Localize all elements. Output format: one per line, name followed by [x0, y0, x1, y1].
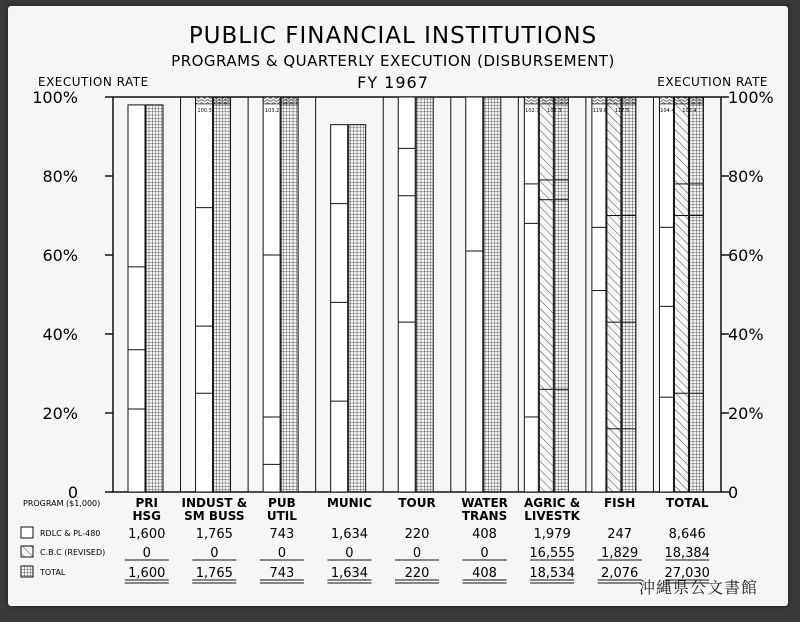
bar-total — [281, 97, 298, 492]
over-100-band — [281, 97, 298, 104]
legend — [21, 527, 105, 577]
over-100-band — [592, 97, 606, 104]
category-label-line2: HSG — [132, 509, 162, 523]
bar-rdlc — [128, 105, 145, 492]
over-100-band — [674, 97, 688, 104]
program-value: 1,600 — [128, 527, 166, 542]
y-tick-label-left: 60% — [42, 246, 78, 265]
legend-swatch — [21, 527, 33, 538]
chart-title: PUBLIC FINANCIAL INSTITUTIONS — [188, 23, 598, 49]
program-label: PROGRAM ($1,000) — [23, 499, 101, 508]
program-value: 2,076 — [601, 566, 639, 581]
bar-cbc — [607, 97, 621, 492]
legend-label: C.B.C (REVISED) — [40, 548, 106, 557]
over-100-band — [622, 97, 636, 104]
program-value: 1,634 — [330, 527, 369, 542]
y-tick-label-left: 100% — [32, 88, 78, 107]
y-ticks-right — [721, 88, 774, 502]
bar-rdlc — [524, 97, 538, 492]
program-table — [125, 527, 710, 583]
chart-board — [8, 6, 788, 606]
over-100-band — [524, 97, 538, 104]
program-value: 18,534 — [529, 566, 575, 581]
legend-swatch — [21, 546, 33, 557]
y-tick-label-right: 40% — [728, 325, 764, 344]
bar-rdlc — [659, 97, 673, 492]
program-value: 0 — [142, 546, 151, 561]
program-value: 743 — [269, 527, 295, 542]
y-tick-label-left: 80% — [42, 167, 78, 186]
y-tick-label-left: 20% — [42, 404, 78, 423]
program-value: 743 — [269, 566, 295, 581]
over-100-band — [263, 97, 280, 104]
program-value: 8,646 — [668, 527, 706, 542]
over-100-band — [196, 97, 213, 104]
program-value: 0 — [277, 546, 287, 561]
bar-total — [214, 97, 231, 492]
program-value: 1,979 — [533, 527, 571, 542]
bar-cbc — [674, 97, 688, 492]
category-label: INDUST & — [181, 496, 248, 510]
category-labels — [133, 496, 709, 523]
over-100-label: 100.3 — [197, 108, 212, 114]
program-value: 1,634 — [330, 566, 369, 581]
bar-rdlc — [331, 125, 348, 492]
program-value: 16,555 — [529, 546, 575, 561]
over-100-label: 104.4 — [660, 108, 675, 114]
program-value: 408 — [472, 566, 497, 581]
category-label-line2: TRANS — [461, 509, 508, 523]
program-value: 1,765 — [195, 566, 233, 581]
y-tick-label-right: 20% — [728, 404, 764, 423]
category-label: WATER — [461, 496, 508, 510]
y-tick-label-left: 40% — [42, 325, 78, 344]
category-label-line2: LIVESTK — [524, 509, 580, 523]
category-label: TOTAL — [665, 496, 709, 510]
over-100-band — [659, 97, 673, 104]
y-tick-label-left: 0 — [67, 483, 78, 502]
over-100-label: 102.3 — [547, 108, 562, 114]
program-value: 0 — [480, 546, 489, 561]
y-axis-title-left: EXECUTION RATE — [38, 75, 149, 89]
chart-canvas — [8, 6, 788, 606]
over-100-label: 117.5 — [614, 108, 630, 114]
archive-stamp: 沖縄県公文書館 — [638, 578, 758, 597]
over-100-label: 103.2 — [264, 108, 280, 114]
y-ticks-left — [32, 88, 113, 502]
program-value: 1,600 — [128, 566, 166, 581]
program-value: 408 — [472, 527, 497, 542]
y-tick-label-right: 80% — [728, 167, 764, 186]
bar-rdlc — [466, 97, 483, 492]
bar-total — [146, 105, 163, 492]
category-label: TOUR — [398, 496, 436, 510]
category-label: AGRIC & — [523, 496, 581, 510]
y-tick-label-right: 0 — [728, 483, 739, 502]
category-label-line2: SM BUSS — [184, 509, 245, 523]
program-value: 0 — [345, 546, 354, 561]
bar-total — [484, 97, 501, 492]
bar-total — [689, 97, 703, 492]
over-100-band — [539, 97, 553, 104]
over-100-band — [214, 97, 231, 104]
y-tick-label-right: 100% — [728, 88, 774, 107]
category-label: FISH — [603, 496, 636, 510]
over-100-band — [689, 97, 703, 104]
bar-total — [622, 97, 636, 492]
chart-subtitle: PROGRAMS & QUARTERLY EXECUTION (DISBURSEMENT) — [171, 52, 615, 70]
bar-rdlc — [592, 97, 606, 492]
program-value: 27,030 — [664, 566, 710, 581]
program-value: 1,765 — [195, 527, 233, 542]
y-tick-label-right: 60% — [728, 246, 764, 265]
over-100-label: 102.4 — [682, 108, 697, 114]
y-axis-title-right: EXECUTION RATE — [657, 75, 768, 89]
over-100-label: 119.8 — [592, 108, 608, 114]
legend-label: RDLC & PL-480 — [40, 529, 101, 538]
bar-rdlc — [398, 97, 415, 492]
program-value: 0 — [210, 546, 219, 561]
category-label: PRI — [135, 496, 159, 510]
bar-total — [416, 97, 433, 492]
over-100-label: 102.7 — [525, 108, 540, 114]
bar-rdlc — [196, 97, 213, 492]
program-value: 220 — [404, 566, 430, 581]
over-100-band — [554, 97, 568, 104]
legend-label: TOTAL — [40, 568, 66, 577]
legend-swatch — [21, 566, 33, 577]
bar-total — [554, 97, 568, 492]
fiscal-year: FY 1967 — [357, 73, 429, 92]
bar-cbc — [539, 97, 553, 492]
category-label: PUB — [268, 496, 296, 510]
category-label: MUNIC — [326, 496, 372, 510]
program-value: 1,829 — [601, 546, 639, 561]
bars — [128, 97, 703, 492]
program-value: 0 — [412, 546, 422, 561]
bar-rdlc — [263, 97, 280, 492]
bar-total — [349, 125, 366, 492]
program-value: 18,384 — [664, 546, 710, 561]
program-value: 247 — [607, 527, 633, 542]
program-value: 220 — [404, 527, 430, 542]
over-100-band — [607, 97, 621, 104]
category-label-line2: UTIL — [266, 509, 297, 523]
